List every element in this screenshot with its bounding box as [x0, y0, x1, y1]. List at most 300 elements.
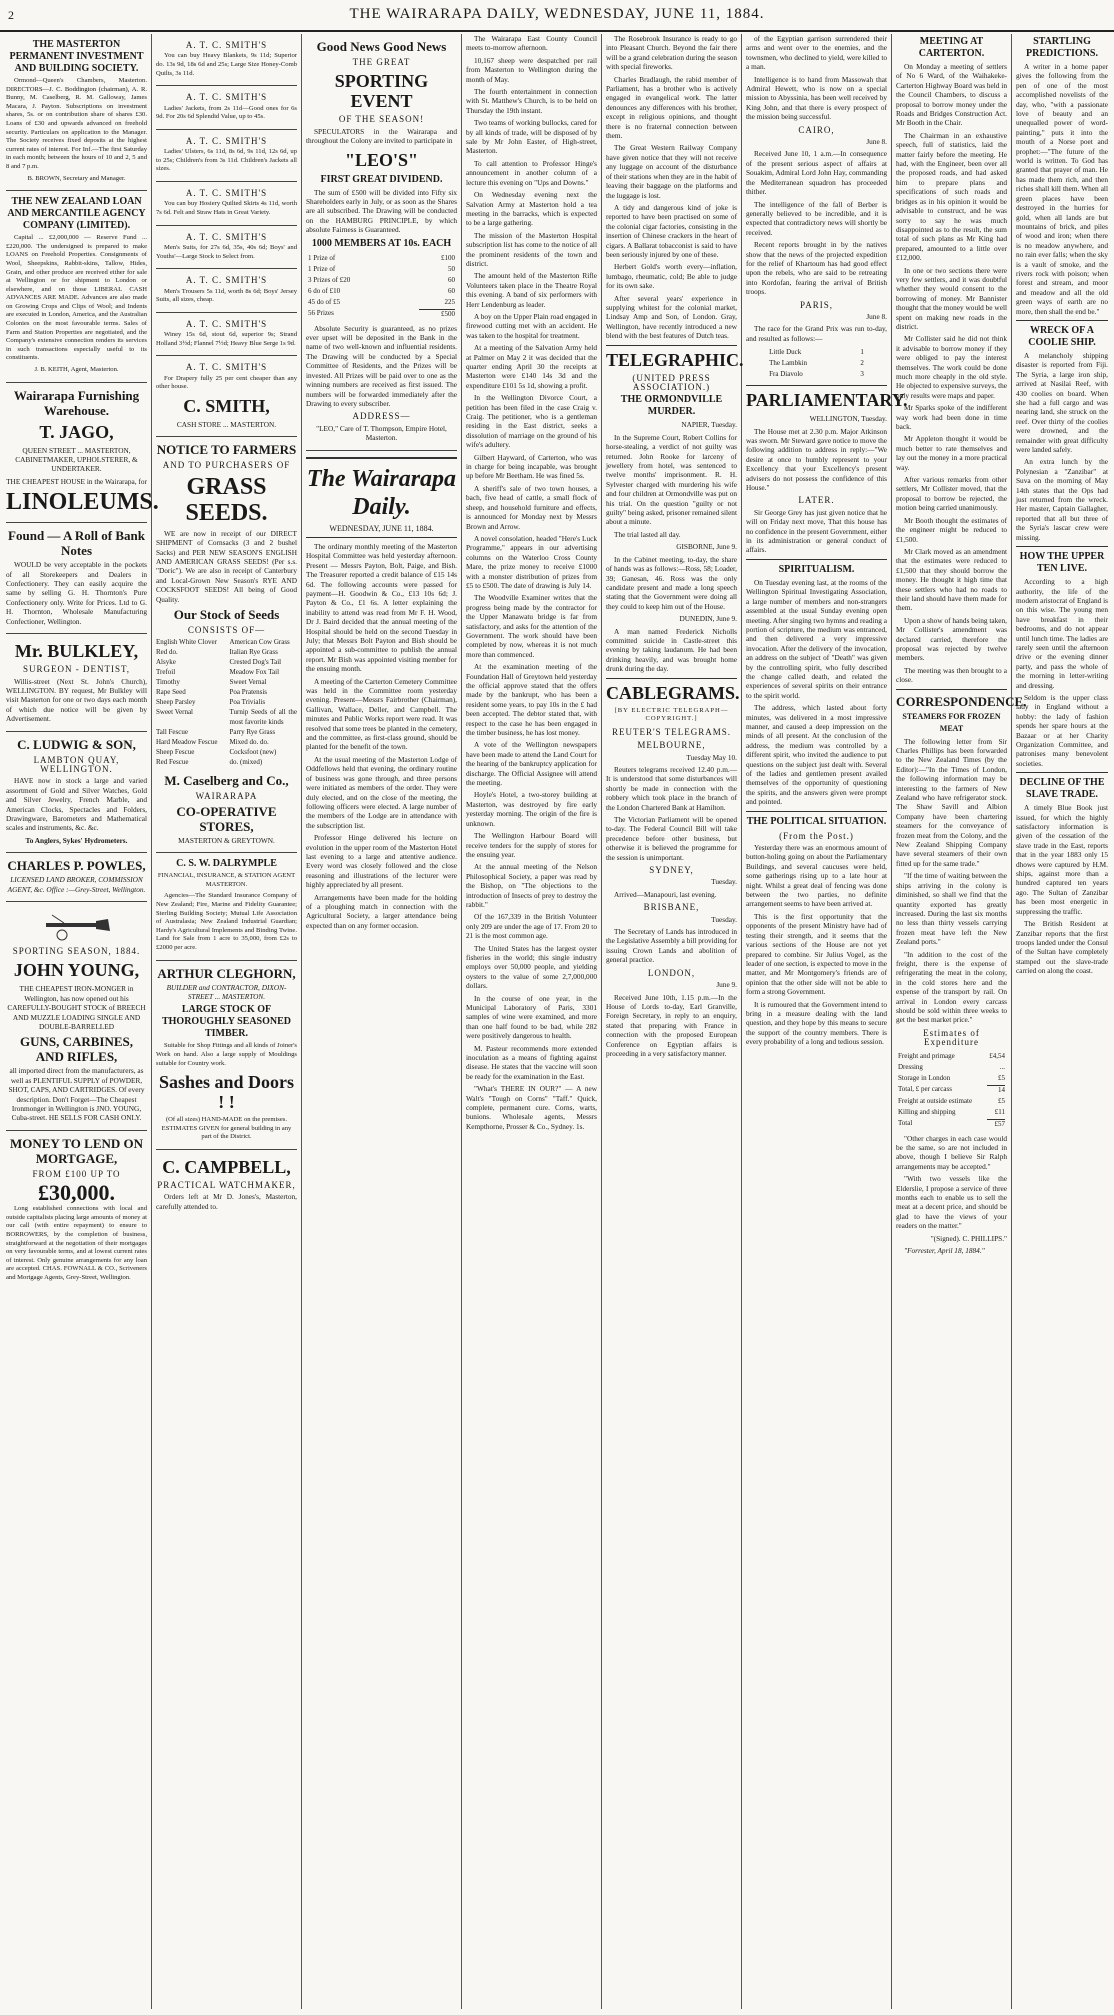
ad-subtitle-2: OF THE SEASON!	[338, 114, 425, 125]
table-row	[308, 298, 455, 307]
table-cell: 14	[987, 1085, 1005, 1095]
subheading-later: LATER.	[798, 495, 835, 506]
table-row	[308, 254, 455, 263]
article-paragraph: On Tuesday evening last, at the rooms of the Wellington Spiritual Investigating Association, a large number of members and non-strangers assembled at the usual Sunday evening open meeting. After singing two hymns and reading a portion of scripture, the medium was entranced, and then delivered a very impressive invocation. After the delivery of the invocation, an address on the subject of "Death" was given by the controlling spirit, who fully described the change called death, and related the experiences of several spirits on their entrance to the spirit world.	[746, 577, 887, 700]
ad-body: QUEEN STREET ... MASTERTON, CABINETMAKER, UPHOLSTERER, & UNDERTAKER.	[15, 445, 138, 474]
article-paragraph: Received June 10th, 1.15 p.m.—In the House of Lords to-day, Earl Granville, Foreign Secretary, in reply to an enquiry, stated that preparing with France in connection with the proposed European Conference on Egyptian affairs is proceeding in a very satisfactory manner.	[606, 992, 737, 1058]
list-item: Poa Pratensis	[229, 688, 268, 697]
article-paragraph: Arrangements have been made for the holding of a ploughing match in connection with the Agricultural Society, a larger attendance being expected than on any former occasion.	[306, 892, 457, 930]
dateline: Tuesday.	[711, 914, 737, 924]
article-paragraph: In the Cabinet meeting, to-day, the share of hands was as follows:—Ross, 58; Loader, 39; Ganesan, 46. Ross was the only candidate present and made a long speech stating that the Government were doing all they could to keep him out of the House.	[606, 554, 737, 611]
news-item: The Great Western Railway Company have given notice that they will not receive any luggage on account of the disturbance of their stations when they are in the habit of leaving their baggage on the platforms and the luggage is lost.	[606, 143, 737, 200]
ad-heading: A. T. C. SMITH'S	[185, 40, 268, 50]
ad-heading: A. T. C. SMITH'S	[185, 318, 268, 329]
article-heading: DECLINE OF THE SLAVE TRADE.	[1019, 777, 1105, 801]
article-heading: THE POLITICAL SITUATION.	[746, 815, 887, 827]
article-paragraph: According to a high authority, the life of the modern aristocrat of England is on this wise. The young men have breakfast in their bedrooms, and do not appear until lunch time. The ladies are rarely seen until the afternoon drive or the evening dinner party, and pass the whole of the morning in letter-writing and dressing.	[1016, 577, 1108, 690]
ad-smith-3	[156, 130, 297, 182]
news-item: At a meeting of the Salvation Army held at Palmer on May 2 it was decided that the quarter ending April 30 the receipts at Masterton were £140 14s 3d and the expenditure £101 5s 1d, showing a profit.	[466, 343, 597, 390]
column-5	[602, 34, 742, 2009]
table-cell: 56 Prizes	[308, 309, 334, 318]
article-paragraph: This is the first opportunity that the opponents of the present Ministry have had of testing their strength, and it seems that the various sections of the House are not yet prepared to combine. Sir Julius Vogel, as the leader of one section, is expected to move in the matter, and Mr Montgomery's friends are of opinion that the other side will not be able to form a strong Government.	[746, 911, 887, 997]
ad-dividend: FIRST GREAT DIVIDEND.	[320, 173, 443, 185]
page-number: 2	[8, 8, 14, 22]
list-item: Trefoil	[156, 668, 176, 677]
table-cell: ...	[999, 1062, 1005, 1071]
article-paragraph: The Chairman in an exhaustive speech, full of statistics, laid the matter fairly before the meeting. He had, with the Engineer, been over all the proposed roads, and had asked him to prepare plans and specifications of such roads and bridges as in his opinion it would be advisable to construct, and he was sorry to say he was much disappointed as to the result, the sum total of such plans as Mr King had prepared, amounted to a little over £12,000.	[896, 130, 1007, 263]
ad-body: WE are now in receipt of our DIRECT SHIPMENT of Cornsacks (3 and 2 bushel Sacks) and PER NEW SEASON'S ENGLISH AND AMERICAN GRASS SEEDS! (Per s.s. "Doric"). We are also in receipt of Canterbury and Local-Grown New Season's RYE AND COCKSFOOT SEEDS! All being of Good Quality.	[156, 528, 297, 604]
article-paragraph: Yesterday there was an enormous amount of button-holing going on about the Parliamentary Buildings, and several caucuses were held, some gatherings rising up to a late hour at night. Whilst a great deal of fencing was done between the two parties, no definite arrangement seems to have been arrived at.	[746, 843, 887, 909]
article-paragraph: of the Egyptian garrison surrendered their arms and went over to the enemies, and the townsmen, who declined to yield, were killed to a man.	[746, 34, 887, 72]
dateline: June 9.	[716, 980, 737, 990]
news-item: The Woodville Examiner writes that the progress being made by the contractor for the Upper Manawatu bridge is far from satisfactory, and asks for the attention of the Government. The work should have been completed by now, whereas it is not much more than commenced.	[466, 593, 597, 659]
ad-building-society	[6, 34, 147, 191]
column-2	[152, 34, 302, 2009]
ad-body: You can buy Heavy Blankets, 9s 11d; Superior do. 13s 9d, 18s 6d and 25s; Large Size Honey-Comb Quilts, 3s 11d.	[156, 52, 297, 77]
table-cell: 50	[448, 264, 455, 273]
article-paragraph: At the usual meeting of the Masterton Lodge of Oddfellows held that evening, the ordinary routine of business was gone through, and three persons were initiated as members of the order. They were duly elected, and on the close of the meeting, the following officers were elected. A large number of the members of the Lodge are in attendance with the subscription list.	[306, 754, 457, 830]
news-item: In the course of one year, in the Municipal Laboratory of Paris, 3301 samples of wine were examined, and more than one half found to be bad, while 282 were positively dangerous to health.	[466, 993, 597, 1041]
newspaper-flag: The Wairarapa Daily.	[306, 465, 457, 520]
news-item: The Wellington Harbour Board will receive tenders for the supply of stores for the ensuing year.	[466, 831, 597, 859]
city: LONDON,	[647, 967, 696, 978]
news-item: A tidy and dangerous kind of joke is reported to have been practised on some of the colonial cigar factories, consisting in the insertion of Chinese crackers in the heart of cigars. A Ballarat tobacconist is said to have been seriously injured by one of these.	[606, 202, 737, 259]
article-paragraph: On Monday a meeting of settlers of No 6 Ward, of the Waihakeke-Carterton Highway Board was held in the Council Chambers, to discuss a proposal to borrow money under the Roads and Bridges Construction Act. Mr Booth in the Chair.	[896, 62, 1007, 128]
dateline: WELLINGTON, Tuesday.	[809, 414, 887, 424]
ad-body: Suitable for Shop Fittings and all kinds of Joiner's Work on hand. Also a large supply of Mouldings suitable for Country work.	[156, 1042, 297, 1067]
ad-signature: B. BROWN, Secretary and Manager.	[27, 174, 126, 182]
article-paragraph: Sir George Grey has just given notice that he will on Friday next move, That this house has no confidence in the present Government, either in its administration or general conduct of affairs.	[746, 507, 887, 555]
city: SYDNEY,	[649, 865, 694, 876]
table-cell: Total	[898, 1119, 913, 1128]
article-paragraph: It is rumoured that the Government intend to bring in a measure dealing with the land question, and they hope by this means to secure the support of the country members. There is every probability of a long and tedious session.	[746, 999, 887, 1047]
article-paragraph: Arrived—Manapouri, last evening.	[614, 889, 717, 899]
list-item: Sheep Fescue	[156, 748, 195, 757]
masthead	[0, 0, 1114, 32]
news-item: Herbert Gold's worth every—inflation, lumbago, rheumatic, cold; Be able to judge for its own sake.	[606, 262, 737, 291]
ad-headline: Sashes and Doors ! !	[158, 1072, 295, 1113]
issue-date: WEDNESDAY, JUNE 11, 1884.	[329, 523, 434, 533]
dateline: NAPIER, Tuesday.	[681, 420, 737, 430]
list-item: Red do.	[156, 648, 178, 657]
news-item: At the annual meeting of the Nelson Philosophical Society, a paper was read by the Bishop, on "The objections to the introduction of Insects of prey to destroy the rabbit."	[466, 862, 597, 909]
ad-heading: A. T. C. SMITH'S	[185, 135, 268, 146]
article-paragraph: In one or two sections there were very few settlers, and it was doubtful whether they would consent to the borrowing of money. Mr Bannister thought that the money would be well spent on making new roads in the district.	[896, 265, 1007, 331]
article-paragraph: The trial lasted all day.	[614, 529, 681, 539]
table-row	[308, 276, 455, 285]
ad-body: Ormond—Queen's Chambers, Masterton. DIRECTORS—J. C. Boddington (chairman), A. R. Bunny, M. Caselberg, R. M. Galloway, James Macara, J. Payton. Subscriptions on investment shares, 5s. or on contribution share of shares £30. Loans of £30 and upwards advanced on freehold security. Particulars on application to the Manager. The Society receives fixed deposits at the highest current rates of interest. For Inf.—The first Saturday in each month; between the hours of 10 and 2, 5 and 8 and 7 p.m.	[6, 77, 147, 170]
ad-headline: Good News Good News	[316, 39, 447, 54]
table-cell: £5	[998, 1073, 1005, 1082]
article-paragraph: Mr Appleton thought it would be much better to rate themselves and lay out the money in a more practical way.	[896, 434, 1007, 472]
city: MELBOURNE,	[637, 740, 706, 751]
ad-more: (Of all sizes) HAND-MADE on the premises. ESTIMATES GIVEN for general building in any part of the District.	[161, 1116, 292, 1141]
table-cell: Freight at outside estimate	[898, 1096, 973, 1105]
ad-title: Wairarapa Furnishing Warehouse.	[13, 387, 140, 418]
ad-body: Capital ... £2,000,000 — Reserve Fund ... £220,000. The undersigned is prepared to make LOANS on Freehold Properties. Consignments of Wool, Sheepskins, Rabbit-skins, Tallow, Hides, Grain, and other produce are received either for sale at Wellington or for shipment to London or elsewhere, and on those LIBERAL CASH ADVANCES ARE MADE. Advances are also made on Growing Crops and Clips of Wool; and Indents are executed in London, America, and the Australian Colonies on the most favourable terms. Sales of Farm and Station Properties are negotiated, and the Company's extensive connection renders its services in such transactions especially useful to its constituents.	[6, 234, 147, 362]
news-item: To call attention to Professor Hinge's announcement in another column of a lecture this evening on "Ups and Downs."	[466, 158, 597, 187]
article-source: (From the Post.)	[779, 830, 854, 841]
article-heading: HOW THE UPPER TEN LIVE.	[1019, 551, 1105, 575]
list-item: Italian Rye Grass	[229, 648, 278, 657]
article-paragraph: In the Supreme Court, Robert Collins for horse-stealing, a verdict of not guilty was returned. John Rooke for larceny of jewellery from hotel, was sentenced to twelve months' imprisonment. R. H. Sylvester charged with murdering his wife and four children at Ormondville was put on his trial. On the question "guilty or not guilty" being asked, prisoner remained silent about a minute.	[606, 432, 737, 527]
table-cell: 225	[444, 297, 455, 306]
ad-headline: LINOLEUMS.	[6, 489, 159, 516]
ad-body: HAVE now in stock a large and varied assortment of Gold and Silver Watches, Gold and Silver Jewelry, French Marble, and American Clocks, Spectacles and Folders, Drawingware, Barometers and Mathematical scales and instruments, &c. &c.	[6, 776, 147, 833]
list-item: Tall Fescue	[156, 728, 188, 737]
ad-body: Men's Suits, for 27s 6d, 35s, 40s 6d; Boys' and Youths'—Large Stock to Select from.	[156, 243, 297, 260]
table-row	[898, 1052, 1005, 1061]
ad-heading: A. T. C. SMITH'S	[185, 362, 268, 373]
list-item: Red Fescue	[156, 758, 189, 767]
section-heading-telegraphic: TELEGRAPHIC.	[606, 349, 744, 370]
news-item: Hoyle's Hotel, a two-storey building at Masterton, was destroyed by fire early yesterday morning. The origin of the fire is unknown.	[466, 790, 597, 828]
ad-subtitle: FROM £100 UP TO	[32, 1168, 121, 1179]
stock-title: Our Stock of Seeds	[173, 607, 280, 622]
news-item: "What's THERE IN OUR?" — A new Walt's "Tough on Corns" "Taff." Quick, complete, permanent cure. Corns, warts, bunions. Wholesale agents, Messrs Kempthorne, Prosser & Co., Sydney. 1s.	[466, 1084, 597, 1131]
news-item: The amount held of the Masterton Rifle Volunteers taken place in the Theatre Royal this evening. A band of six performers with Herr Lendenburg as leader.	[466, 271, 597, 309]
ad-body: Agencies—The Standard Insurance Company of New Zealand; Fire, Marine and Fidelity Guarantee; Sterling Building Society; Mutual Life Association of Australasia; New Zealand Industrial Guardian; Hardy's Agricultural Implements and Binding Twine. Land for Sale from 1 acre to 35,000, from £2s to £2000 per acre.	[156, 892, 297, 951]
ad-title: C. CAMPBELL,	[162, 1156, 291, 1177]
city: CAIRO,	[798, 124, 835, 135]
seed-list	[156, 637, 297, 767]
ad-name: "LEO'S"	[344, 149, 418, 170]
table-row	[308, 265, 455, 274]
ad-smith-4	[156, 182, 297, 226]
article-heading: STEAMERS FOR FROZEN MEAT	[902, 711, 1001, 733]
ad-body: LICENSED LAND BROKER, COMMISSION AGENT, &c. Office :—Grey-Street, Wellington.	[7, 875, 146, 894]
article-paragraph: A timely Blue Book just issued, for which the highly satisfactory information is given of the cessation of the slave trade in the East, reports that in the year 1883 only 15 dhows were captured by H.M. ships, against more than a hundred captured ten years ago. The Sultan of Zanzibar has been most energetic in suppressing the traffic.	[1016, 803, 1108, 916]
dateline: Tuesday.	[711, 877, 737, 887]
prize-table	[306, 252, 457, 321]
ad-title: THE MASTERTON PERMANENT INVESTMENT AND BUILDING SOCIETY.	[9, 39, 144, 74]
ad-title: NOTICE TO FARMERS	[156, 442, 297, 458]
ad-loan-agency	[6, 191, 147, 383]
table-row	[898, 1097, 1005, 1106]
divider	[306, 537, 457, 538]
ad-smith-6	[156, 269, 297, 313]
divider	[746, 385, 887, 386]
article-paragraph: Mr Sparks spoke of the indifferent way work had been done in time back.	[896, 403, 1007, 432]
article-paragraph: Received June 10, 1 a.m.—In consequence of the present serious aspect of affairs at Souakim, Admiral Lord John Hay, commanding the Mediterranean squadron has proceeded thither.	[746, 149, 887, 197]
ad-heading: A. T. C. SMITH'S	[185, 231, 268, 242]
section-subheading: [BY ELECTRIC TELEGRAPH—COPYRIGHT.]	[614, 706, 729, 723]
list-item: English White Clover	[156, 638, 217, 647]
ad-smith-8	[156, 356, 297, 437]
table-row	[898, 1085, 1005, 1095]
store-name: M. Caselberg and Co.,	[164, 773, 289, 789]
ad-body: Willis-street (Next St. John's Church), WELLINGTON. BY request, Mr Bulkley will visit Masterton for one or two days each month of which due notice will be given by Advertisement.	[6, 676, 147, 724]
list-item: Crested Dog's Tail	[229, 658, 282, 667]
news-item: The fourth entertainment in connection with St. Matthew's Church, is to be held on Thursday the 19th instant.	[466, 87, 597, 115]
table-cell: Storage in London	[898, 1073, 951, 1082]
ad-ludwig	[6, 732, 147, 854]
divider	[306, 457, 457, 459]
list-item: Sweet Vernal	[156, 708, 193, 717]
article-paragraph: Mr Clark moved as an amendment that the estimates were reduced to £1,500 that they should borrow the money. He thought it high time that these settlers who had no roads to their land should have them made for them.	[896, 546, 1007, 613]
list-item: Cocksfoot (new)	[229, 748, 277, 757]
table-row	[769, 348, 864, 357]
article-paragraph: The ordinary monthly meeting of the Masterton Hospital Committee was held yesterday afternoon. Present — Messrs Payton, Bolt, Paige, and Bish. The Treasurer reported a credit balance of £15 14s 6d. The following accounts were passed for payment—H. Goodwin & Co., £13 10s 6d; J. Payton & Co., £1 6s. A letter explaining the inability to attend was read from Mr F. H. Wood, Dr J. Baird decided that the annual meeting of the Hospital should be held on the second Tuesday in July; that Messrs Bolt Payton and Bish should be appointed a sub-committee to publish the annual report. Mr Bish was appointed visiting member for the ensuing month.	[306, 541, 457, 674]
ad-signature: J. B. KEITH, Agent, Masterton.	[34, 366, 119, 374]
list-item: Turnip Seeds of all the most favorite kinds	[229, 708, 297, 727]
table-cell: 60	[448, 286, 455, 295]
ad-body: Men's Trousers 5s 11d, worth 8s 6d; Boys' Jersey Suits, all sizes, cheap.	[156, 287, 297, 304]
ad-subtitle: SPORTING SEASON, 1884.	[12, 946, 141, 956]
ad-money-to-lend	[6, 1131, 147, 1290]
section-heading-parliamentary: PARLIAMENTARY.	[746, 390, 908, 411]
ad-title: ARTHUR CLEGHORN,	[157, 965, 296, 981]
table-cell: £5	[998, 1096, 1005, 1105]
ad-title: SPORTING EVENT	[334, 71, 429, 112]
news-item: A boy on the Upper Plain road engaged in firewood cutting met with an accident. He was taken to the hospital for treatment.	[466, 311, 597, 340]
news-item: The United States has the largest oyster fisheries in the world; this single industry employs over 50,000 people, and yielding oysters to the value of some 2,7,000,000 dollars.	[466, 943, 597, 991]
article-paragraph: Professor Hinge delivered his lecture on evolution in the upper room of the Masterton Hotel last evening to a large and attentive audience. Every word was closely followed and the close reasoning and illustrations of the lecturer were highly appreciated by all present.	[306, 833, 457, 890]
divider	[1016, 320, 1108, 321]
section-heading-correspondence: CORRESPONDENCE.	[896, 693, 1027, 709]
table-cell: £4,54	[989, 1051, 1005, 1060]
ad-smith-2	[156, 86, 297, 130]
city: PARIS,	[800, 299, 833, 310]
article-paragraph: Seldom is the upper class lady in England without a hobby: the lady of fashion spends her spare hours at the Bazaar or at her Charity Organization Committee, and patronises many benevolent societies.	[1016, 692, 1108, 768]
ad-dalrymple	[156, 853, 297, 960]
table-cell: 60	[448, 275, 455, 284]
ad-campbell	[156, 1150, 297, 1218]
ad-address: CASH STORE ... MASTERTON.	[176, 419, 277, 429]
news-item: The Wairarapa East County Council meets to-morrow afternoon.	[466, 34, 597, 53]
divider	[896, 689, 1007, 690]
article-paragraph: The address, which lasted about forty minutes, was delivered in a most impressive manner, and caused a deep impression on the minds of all present. At the conclusion of the address, the medium was controlled by a different spirit, who invited the audience to put questions on the subject just dealt with. Several of the ladies and gentlemen present availed themselves of the opportunity of questioning the spirits, and the answers given were prompt and pointed.	[746, 703, 887, 807]
store-headline: CO-OPERATIVE STORES,	[176, 803, 277, 834]
ad-body: WOULD be very acceptable in the pockets of all Storekeepers and Dealers in Confectionery. They can easily acquire the same by selling G. H. Thornton's Pure Confectionery only. Write for Prices. Ltd to G. H. Thornton, Wholesale Manufacturing Confectioner, Wellington.	[6, 560, 147, 626]
ad-body: SPECULATORS in the Wairarapa and throughout the Colony are invited to participate in	[306, 126, 457, 146]
table-cell: 3 Prizes of £20	[308, 275, 351, 284]
ad-cleghorn	[156, 961, 297, 1150]
address: "LEO," Care of T. Thompson, Empire Hotel, Masterton.	[316, 423, 447, 443]
table-cell: £500	[419, 309, 455, 319]
article-paragraph: Mr Booth thought the estimates of the engineer might be reduced to £1,500.	[896, 515, 1007, 544]
article-paragraph: A meeting of the Carterton Cemetery Committee was held in the Committee room yesterday evening. Present—Messrs Fairbrother (Chairman), Gallivan, Wallace, Deller, and Campbell. The minutes and Public Works report were read. It was resolved that some trees be planted in the cemetery, and the committee, as first-class ground, should be planted for the benefit of the town.	[306, 676, 457, 752]
ad-title: MONEY TO LEND ON MORTGAGE,	[9, 1135, 144, 1166]
ad-smith-7	[156, 313, 297, 357]
signature-date: "Forrester, April 18, 1884."	[904, 1246, 985, 1256]
section-subheading: (UNITED PRESS ASSOCIATION.)	[632, 372, 711, 392]
news-item: At the examination meeting of the Foundation Hall of Greytown held yesterday the official approve stated that the offers made by the bankrupt, who has been a resident some years, to pay 10s in the £ had been accepted. The debtor stated that, with respect to the case he has been engaged in the timber business, he has lost money.	[466, 662, 597, 738]
ad-subtitle: AND TO PURCHASERS OF	[162, 460, 291, 471]
ad-body: Long established connections with local and outside capitalists placing large amounts of money at our call (with entire repayment) to ensure to BORROWERS, by the completion of business, straightforward at the negotiation of their mortgages on very favourable terms, and at lowest current rates of interest. Only genuine arrangements for any loan are accepted. CHAS. FOWNALL & CO., Scriveners and Mortgage Agents, Grey-Street, Wellington.	[6, 1205, 147, 1282]
table-cell: The Lambkin	[769, 359, 808, 368]
news-item: Charles Bradlaugh, the rabid member of Parliament, has a brother who is actively engaged in evangelical work. The latter denounces any differences with his brother, except in religious opinions, and thought there is no fraternal connection between them.	[606, 74, 737, 141]
ad-name: T. JAGO,	[39, 421, 114, 442]
article-heading: SPIRITUALISM.	[778, 563, 855, 575]
table-row	[769, 370, 864, 379]
table-cell: Freight and primage	[898, 1051, 955, 1060]
ad-title: C. LUDWIG & SON,	[17, 736, 136, 752]
list-item: Poa Trivialis	[229, 698, 266, 707]
ad-title: Found — A Roll of Bank Notes	[8, 528, 145, 559]
news-item: A vote of the Wellington newspapers have been made to attend the Land Court for the hearing of the bankruptcy application for discharge. The Official Assignee will attend the meeting.	[466, 740, 597, 788]
article-paragraph: "If the time of waiting between the ships arriving in the colony is diminished, so shall we find that the quantity exported has greatly increased. During the last six months no less than thirty vessels carrying frozen meat have left the New Zealand ports."	[896, 871, 1007, 947]
column-1	[2, 34, 159, 2009]
table-cell: 1 Prize of	[308, 264, 336, 273]
table-cell: 1	[860, 348, 864, 357]
article-paragraph: The following letter from Sir Charles Phillips has been forwarded to the New Zealand Times (by the Editor):—"In the Times of London, the following information may be interesting to the farmers of New Zealand who have refrigerator stock. The Shaw Savill and Albion Company have been chartering steamers for the conveyance of frozen meat from the Colony, and the New Zealand Shipping Company have several steamers of their own fitted up for the same trade."	[896, 736, 1007, 868]
ad-members: 1000 MEMBERS AT 10s. EACH	[311, 237, 452, 249]
ad-title: CHARLES P. POWLES,	[7, 858, 146, 874]
article-paragraph: "With two vessels like the Elderslie, I propose a service of three months each to enable us to sell the meat at a decent price, and should be glad to have the views of your readers on the matter."	[896, 1174, 1007, 1231]
table-cell: 1 Prize of	[308, 253, 336, 262]
table-row	[308, 309, 455, 319]
ad-heading: A. T. C. SMITH'S	[185, 187, 268, 198]
table-row	[898, 1063, 1005, 1072]
column-7	[892, 34, 1027, 2009]
list-item: Rape Seed	[156, 688, 186, 697]
expenditure-table	[896, 1050, 1007, 1131]
ad-subtitle: FINANCIAL, INSURANCE, & STATION AGENT MASTERTON.	[157, 872, 296, 888]
ad-title: Mr. BULKLEY,	[14, 641, 139, 662]
divider	[1016, 772, 1108, 773]
table-title: Estimates of Expenditure	[923, 1027, 980, 1048]
table-cell: Killing and shipping	[898, 1107, 956, 1116]
table-row	[898, 1108, 1005, 1117]
ad-more: all imported direct from the manufacturers, as well as PLENTIFUL SUPPLY of POWDER, SHOT, CAPS, AND CARTRIDGES. Of every description. Don't Forget—The Cheapest Ironmonger in Wellington is JNO. YOUNG, Cuba-street. HE SELLS FOR CASH ONLY.	[8, 1066, 145, 1123]
list-item: Timothy	[156, 678, 180, 687]
ad-furnishing-warehouse	[6, 383, 159, 524]
ad-smith-5	[156, 226, 297, 270]
list-item: Alsyke	[156, 658, 176, 667]
ad-bank-notes	[6, 523, 147, 634]
ad-subtitle: THE CHEAPEST HOUSE in the Wairarapa, for	[6, 476, 147, 486]
divider	[746, 811, 887, 812]
article-paragraph: A man named Frederick Nicholls committed suicide in Castle-street this evening by taking laudanum. He had been drinking heavily, and was brought home drunk during the day.	[606, 626, 737, 674]
article-paragraph: Intelligence is to hand from Massowah that Admiral Hewett, who is now on a special mission to Abyssinia, has been well received by King John, and that there is every prospect of the mission being successful.	[746, 74, 887, 122]
article-paragraph: The Secretary of Lands has introduced in the Legislative Assembly a bill providing for issuing Crown Lands and abolition of general practice.	[606, 927, 737, 965]
news-item: After several years' experience in supplying whitest for the colonial market, Lindsay Amp and Son, of London. Gray, Wellington, have recently introduced a new blend with the best features of Dutch teas.	[606, 293, 737, 341]
article-paragraph: Upon a show of hands being taken, Mr Collister's amendment was declared carried, therefore the proposal was rejected by twelve members.	[896, 615, 1007, 663]
article-paragraph: The meeting was then brought to a close.	[896, 665, 1007, 685]
ad-title: THE NEW ZEALAND LOAN AND MERCANTILE AGENCY COMPANY (LIMITED).	[7, 196, 146, 232]
article-paragraph: The intelligence of the fall of Berber is generally believed to be incredible, and it is expected that contradictory news will shortly be received.	[746, 199, 887, 237]
news-item: 10,167 sheep were despatched per rail from Masterton to Wellington during the month of May.	[466, 55, 597, 84]
ad-grass-seeds	[156, 437, 297, 853]
article-heading: STARTLING PREDICTIONS.	[1026, 36, 1098, 59]
table-cell: 2	[860, 359, 864, 368]
article-paragraph: The British Resident at Zanzibar reports that the first troops landed under the Consul of the Sultan have completely stamped out the slave-trade carried on along the coast.	[1016, 919, 1108, 976]
table-cell: Total, £ per carcass	[898, 1085, 952, 1094]
table-cell: Fra Diavolo	[769, 370, 803, 379]
divider	[606, 678, 737, 679]
ad-leos-sporting-event	[306, 34, 457, 451]
article-paragraph: Mr Collister said he did not think it advisable to borrow money if they were obliged to pay the interest themselves. The work could be done much more cheaply in the old style. He objected to expensive surveys, the only results were maps and paper.	[896, 334, 1007, 400]
list-item: Parry Rye Grass	[229, 728, 276, 737]
article-paragraph: The House met at 2.30 p.m. Major Atkinson was sworn. Mr Steward gave notice to move the following addition to address in reply:—"We desire at once to humbly represent to your Excellency that your Excellency's present advisers do not possess the confidence of this House."	[746, 426, 887, 493]
ad-body: THE CHEAPEST IRON-MONGER in Wellington, has now opened out his CAREFULLY-BOUGHT STOCK of BREECH AND MUZZLE LOADING SINGLE AND DOUBLE-BARRELLED	[7, 984, 146, 1032]
article-heading: MEETING AT CARTERTON.	[918, 36, 985, 59]
article-heading: THE ORMONDVILLE MURDER.	[620, 394, 723, 418]
ad-body: You can buy Hosiery Quilted Skirts 4s 11d, worth 7s 6d. Felt and Straw Hats in Great Variety.	[156, 200, 297, 216]
list-item: Mixed do. do.	[229, 738, 269, 747]
section-heading-cablegrams: CABLEGRAMS.	[606, 682, 740, 703]
sporting-gun-icon	[42, 909, 112, 943]
news-item: M. Pasteur recommends more extended inoculation as a means of fighting against disease. He states that the vaccine will soon be ready for the examination in the East.	[466, 1043, 597, 1081]
article-paragraph: The Victorian Parliament will be opened to-day. The Federal Council Bill will take precedence before other business, but otherwise it is believed the programme for the session is unimportant.	[606, 815, 737, 862]
news-item: A sheriff's sale of two town houses, a bach, five head of cattle, a small flock of sheep, and household furniture and effects, is announced for Monday next by Messrs Brown and Arrow.	[466, 483, 597, 531]
article-paragraph: The race for the Grand Prix was run to-day, and resulted as follows:—	[746, 324, 887, 343]
dateline: DUNEDIN, June 9.	[679, 614, 737, 624]
ad-name: C. SMITH,	[183, 395, 270, 416]
ad-footer: To Anglers, Sykes' Hydrometers.	[25, 835, 128, 845]
table-cell: 45 do of £5	[308, 297, 341, 306]
ad-heading: A. T. C. SMITH'S	[185, 275, 268, 286]
stock-subtitle: CONSISTS OF—	[187, 625, 266, 635]
column-8	[1012, 34, 1112, 2009]
column-3	[302, 34, 462, 2009]
store-address: MASTERTON & GREYTOWN.	[178, 835, 275, 845]
list-item: Sheep Parsley	[156, 698, 196, 707]
table-cell: £100	[441, 253, 455, 262]
ad-subtitle: BUILDER and CONTRACTOR, DIXON-STREET ... MASTERTON.	[166, 982, 287, 1001]
news-item: On Wednesday evening next the Salvation Army at Masterton hold a tea meeting in the barracks, which is expected to be a large gathering.	[466, 190, 597, 228]
ad-body-3: Absolute Security is guaranteed, as no prizes ever upset will be deposited in the Bank in the name of two well-known and influential residents. The Drawing will be conducted by a Special Committee of Residents, and the Prizes will be invested. All Prizes will be paid over to one as the winning numbers are received as first issued. The numbers will be forwarded immediately after the Drawing to every subscriber.	[306, 323, 457, 408]
table-cell: 3	[860, 370, 864, 379]
ad-title: JOHN YOUNG,	[13, 960, 140, 981]
ad-subtitle: THE GREAT	[352, 57, 411, 67]
news-item: Gilbert Hayward, of Carterton, who was in charge for being incapable, was brought up before Mr Beetham. He was fined 5s.	[466, 452, 597, 481]
ad-body-2: The sum of £500 will be divided into Fifty six Shareholders early in July, or as soon as the Shares are all subscribed. The Drawing will be conducted on the HAMBURG PRINCIPLE, by which absolute Fairness is Guaranteed.	[306, 187, 457, 235]
divider	[1016, 546, 1108, 547]
column-4	[462, 34, 602, 2009]
ad-stock: LARGE STOCK OF THOROUGHLY SEASONED TIMBER.	[161, 1004, 291, 1040]
news-item: A novel consolation, headed "Here's Luck Programme," appears in our advertising columns on the Waterloo Cross County Mare, the prize money to receive £1000 with a monster distribution of prizes from £5 to £500. The date of drawing is July 14.	[466, 533, 597, 590]
ad-headline: GUNS, CARBINES, AND RIFLES,	[19, 1034, 134, 1065]
ad-subtitle: LAMBTON QUAY, WELLINGTON.	[33, 754, 120, 774]
table-row	[898, 1074, 1005, 1083]
article-paragraph: A writer in a home paper gives the following from the pen of one of the most accomplished novelists of the day, who, "with a passionate love of beauty and an unequalled power of word-painting," puts it into the mouth of a Norse poet and prophet:—"The future of the world is written. To God has granted that prayer of man. He has made them rich, and then riches shall kill them. When all green places have been destroyed in the hurries for gold, when all lands are but mountains of brick, and piles of wood and iron; when there is no meadow anywhere, and no rain ever falls; when the sky is a vault of smoke, and the rivers rock with poison; when forest and stream, and moor and meadow and all the old green ways of earth are no more, then shall the end be."	[1016, 62, 1108, 316]
ad-heading: A. T. C. SMITH'S	[185, 92, 268, 103]
table-row	[769, 359, 864, 368]
dateline: June 8.	[866, 311, 887, 321]
table-row	[898, 1119, 1005, 1129]
list-item: Meadow Fox Tail	[229, 668, 280, 677]
ad-john-young	[6, 902, 147, 1131]
ad-body: Winey 15s 6d, stout 6d, superior 9s; Strand Holland 3½d; Flannel 7½d; Heavy Blue Serge 1s 9d.	[156, 331, 297, 347]
ad-dentist	[6, 634, 147, 731]
divider	[746, 559, 887, 560]
list-item: do. (mixed)	[229, 758, 263, 767]
news-item: The mission of the Masterton Hospital subscription list has come to the notice of all the prominent residents of the town and district.	[466, 230, 597, 268]
ad-subtitle: SURGEON - DENTIST,	[22, 664, 131, 675]
ad-body: For Drapery fully 25 per cent cheaper than any other house.	[156, 374, 297, 391]
news-item: In the Wellington Divorce Court, a petition has been filed in the case Craig v. Craig. The petitioner, who is a gentleman residing in the East district, seeks a dissolution of marriage on the ground of his wife's adultery.	[466, 393, 597, 450]
article-paragraph: "Other charges in each case would be the same, so are not included in above, though I believe Sir Ralph arrangements may be accepted."	[896, 1133, 1007, 1171]
article-heading: WRECK OF A COOLIE SHIP.	[1028, 324, 1096, 348]
dateline: GISBORNE, June 9.	[676, 542, 737, 552]
ad-amount: £30,000.	[38, 1180, 115, 1206]
city: BRISBANE,	[643, 902, 700, 913]
list-item: American Cow Grass	[229, 638, 290, 647]
race-results	[767, 346, 866, 381]
news-item: Of the 167,339 in the British Volunteer only 209 are under the age of 17. From 20 to 21 is the most common age.	[466, 912, 597, 941]
table-cell: Little Duck	[769, 348, 802, 357]
section-subheading-2: REUTER'S TELEGRAMS.	[612, 726, 731, 737]
ad-headline: GRASS SEEDS.	[185, 473, 268, 526]
signature: "(Signed). C. PHILLIPS."	[930, 1233, 1007, 1243]
ad-body: Ladies' Jackets, from 2s 11d—Good ones for 6s 9d. For 20s 6d Splendid Value, up to 45s.	[156, 104, 297, 121]
ad-subtitle: PRACTICAL WATCHMAKER,	[157, 1179, 296, 1190]
address-label: ADDRESS—	[352, 411, 411, 422]
article-paragraph: After various remarks from other settlers, Mr Collister moved, that the proposal to borrow be rejected, the motion being carried unanimously.	[896, 475, 1007, 513]
dateline: Tuesday May 10.	[686, 752, 737, 762]
